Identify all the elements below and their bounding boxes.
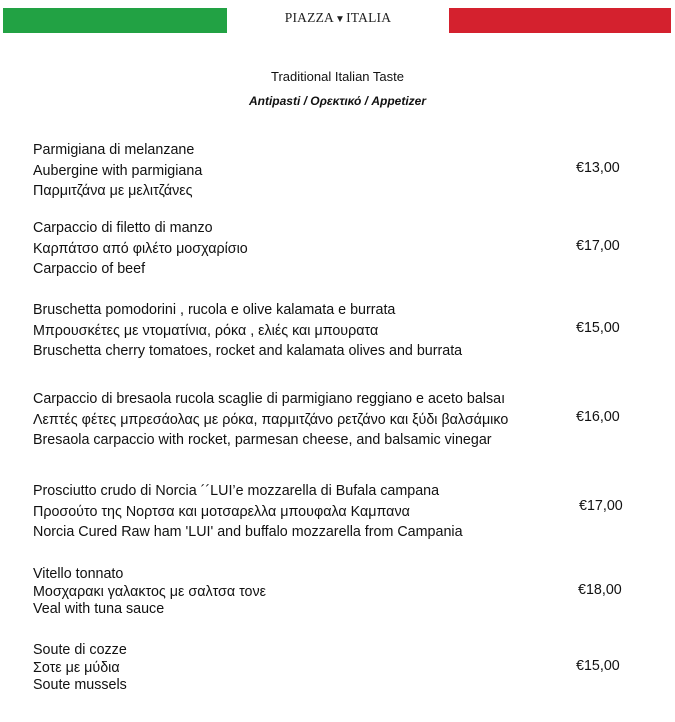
item-price: €17,00 xyxy=(576,238,620,254)
menu-item xyxy=(33,218,653,280)
section-title: Antipasti / Ορεκτικό / Appetizer xyxy=(248,94,427,108)
menu-item xyxy=(33,642,653,695)
item-name-greek: Μπρουσκέτες με ντοματίνια, ρόκα , ελιές και μπουρατα xyxy=(33,322,379,339)
item-name-italian: Soute di cozze xyxy=(33,642,127,658)
item-name-italian: Carpaccio di filetto di manzo xyxy=(33,220,213,236)
item-name-english: Bresaola carpaccio with rocket, parmesan cheese, and balsamic vinegar xyxy=(33,432,492,448)
menu-item xyxy=(33,300,653,362)
item-name-english: Veal with tuna sauce xyxy=(33,601,165,617)
flag-stripe-green xyxy=(3,8,227,33)
item-name-greek: Παρμιτζάνα με μελιτζάνες xyxy=(33,183,193,199)
brand-name-right: ITALIA xyxy=(346,10,392,25)
italy-boot-icon: ▼ xyxy=(334,14,346,25)
item-name-greek: Μοσχαρακι γαλακτος με σαλτσα τονε xyxy=(33,583,267,600)
item-price: €16,00 xyxy=(576,409,620,425)
brand-logo xyxy=(282,10,394,26)
menu-item xyxy=(33,140,653,202)
item-name-greek: Λεπτές φέτες μπρεσάολας με ρόκα, παρμιτζάνο ρετζάνο και ξύδι βαλσάμικο xyxy=(33,411,509,428)
item-name-greek: Καρπάτσο από φιλέτο μοσχαρίσιο xyxy=(33,240,248,257)
item-name-english: Soute mussels xyxy=(33,677,127,693)
flag-stripe-red xyxy=(449,8,671,33)
item-price: €13,00 xyxy=(576,160,620,176)
item-name-italian: Carpaccio di bresaola rucola scaglie di parmigiano reggiano e aceto balsaı xyxy=(33,391,506,407)
item-price: €15,00 xyxy=(576,658,620,674)
brand-name-left: PIAZZA xyxy=(284,10,334,25)
item-name-greek: Προσούτο της Νορτσα και μοτσαρελλα μπουφαλα Καμπανα xyxy=(33,503,410,520)
item-name-english: Aubergine with parmigiana xyxy=(33,162,203,179)
item-name-english: Carpaccio of beef xyxy=(33,261,146,277)
menu-item xyxy=(33,389,653,451)
item-name-italian: Vitello tonnato xyxy=(33,566,124,582)
item-name-english: Norcia Cured Raw ham 'LUI' and buffalo mozzarella from Campania xyxy=(33,524,463,540)
menu-subtitle: Traditional Italian Taste xyxy=(271,69,404,84)
item-price: €15,00 xyxy=(576,320,620,336)
menu-item xyxy=(33,481,653,543)
item-name-english: Bruschetta cherry tomatoes, rocket and kalamata olives and burrata xyxy=(33,343,463,359)
item-name-italian: Prosciutto crudo di Norcia ´´LUI’e mozzarella di Bufala campana xyxy=(33,483,440,499)
item-name-italian: Bruschetta pomodorini , rucola e olive kalamata e burrata xyxy=(33,302,396,318)
item-name-italian: Parmigiana di melanzane xyxy=(33,142,195,158)
menu-item xyxy=(33,566,653,619)
item-price: €18,00 xyxy=(578,582,622,598)
item-name-greek: Σοτε με μύδια xyxy=(33,659,120,676)
item-price: €17,00 xyxy=(579,498,623,514)
